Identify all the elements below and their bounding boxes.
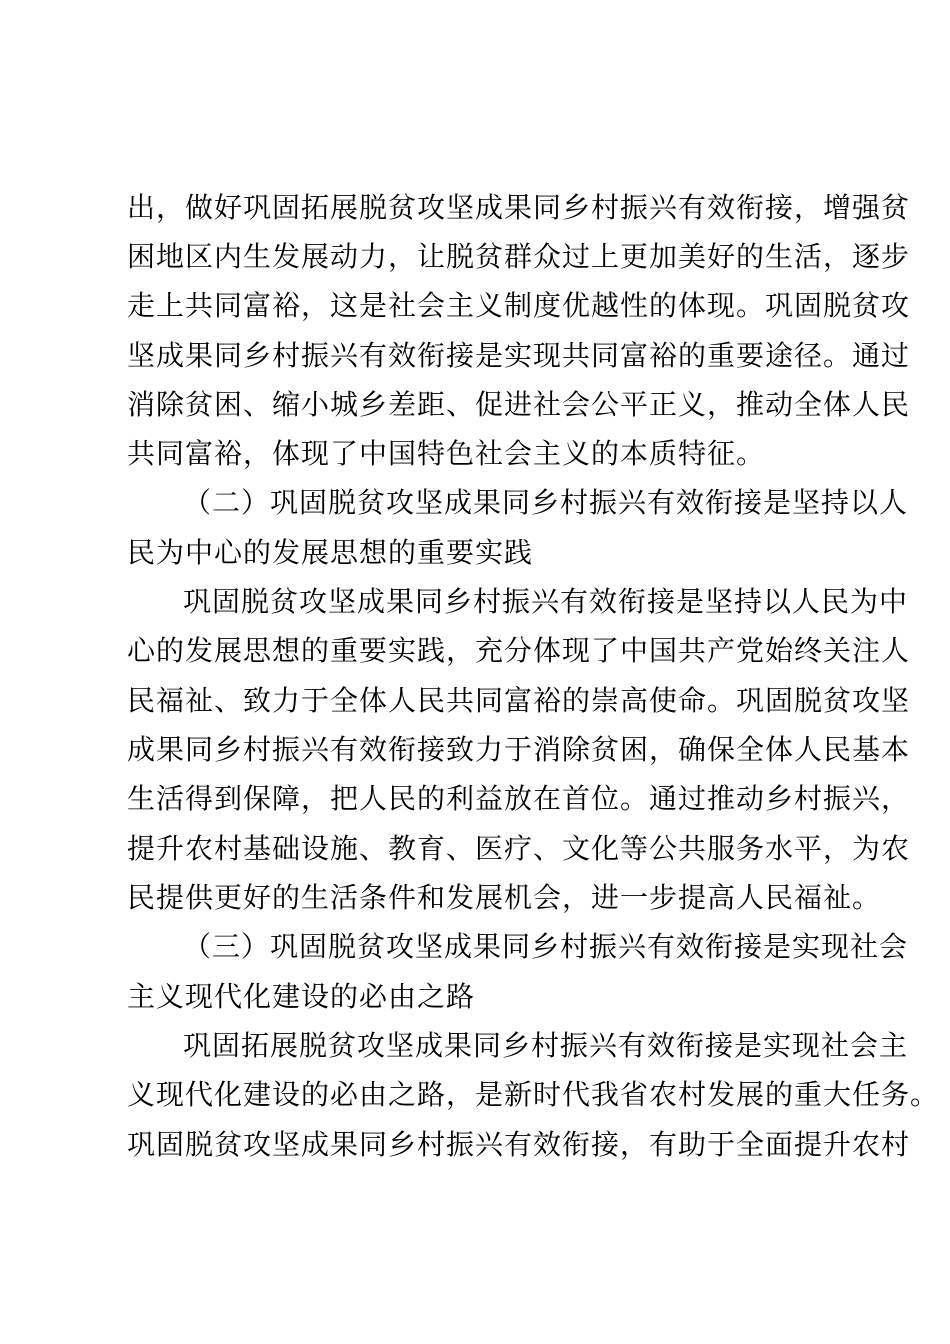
body-text-line: 消除贫困、缩小城乡差距、促进社会公平正义，推动全体人民 — [127, 388, 911, 421]
body-text-line: 困地区内生发展动力，让脱贫群众过上更加美好的生活，逐步 — [127, 240, 911, 273]
body-text-line: 生活得到保障，把人民的利益放在首位。通过推动乡村振兴， — [127, 782, 911, 815]
body-text-line: 民福祉、致力于全体人民共同富裕的崇高使命。巩固脱贫攻坚 — [127, 684, 911, 717]
body-text-line: 提升农村基础设施、教育、医疗、文化等公共服务水平，为农 — [127, 832, 911, 865]
body-text-line: 坚成果同乡村振兴有效衔接是实现共同富裕的重要途径。通过 — [127, 339, 911, 372]
body-text-line: 巩固拓展脱贫攻坚成果同乡村振兴有效衔接是实现社会主 — [183, 1029, 909, 1062]
body-text-line: 出，做好巩固拓展脱贫攻坚成果同乡村振兴有效衔接，增强贫 — [127, 191, 911, 224]
body-text-line: 巩固脱贫攻坚成果同乡村振兴有效衔接是坚持以人民为中 — [183, 585, 909, 618]
body-text-line: 走上共同富裕，这是社会主义制度优越性的体现。巩固脱贫攻 — [127, 289, 911, 322]
section-heading-line: （三）巩固脱贫攻坚成果同乡村振兴有效衔接是实现社会 — [183, 930, 909, 963]
section-heading-line: 民为中心的发展思想的重要实践 — [127, 536, 534, 569]
body-text-line: 民提供更好的生活条件和发展机会，进一步提高人民福祉。 — [127, 881, 882, 914]
body-text-line: 成果同乡村振兴有效衔接致力于消除贫困，确保全体人民基本 — [127, 733, 911, 766]
section-heading-line: （二）巩固脱贫攻坚成果同乡村振兴有效衔接是坚持以人 — [183, 486, 909, 519]
body-text-line: 共同富裕，体现了中国特色社会主义的本质特征。 — [127, 437, 766, 470]
body-text-line: 义现代化建设的必由之路，是新时代我省农村发展的重大任务。 — [127, 1078, 940, 1111]
body-text-line: 巩固脱贫攻坚成果同乡村振兴有效衔接，有助于全面提升农村 — [127, 1128, 911, 1161]
section-heading-line: 主义现代化建设的必由之路 — [127, 980, 476, 1013]
body-text-line: 心的发展思想的重要实践，充分体现了中国共产党始终关注人 — [127, 634, 911, 667]
